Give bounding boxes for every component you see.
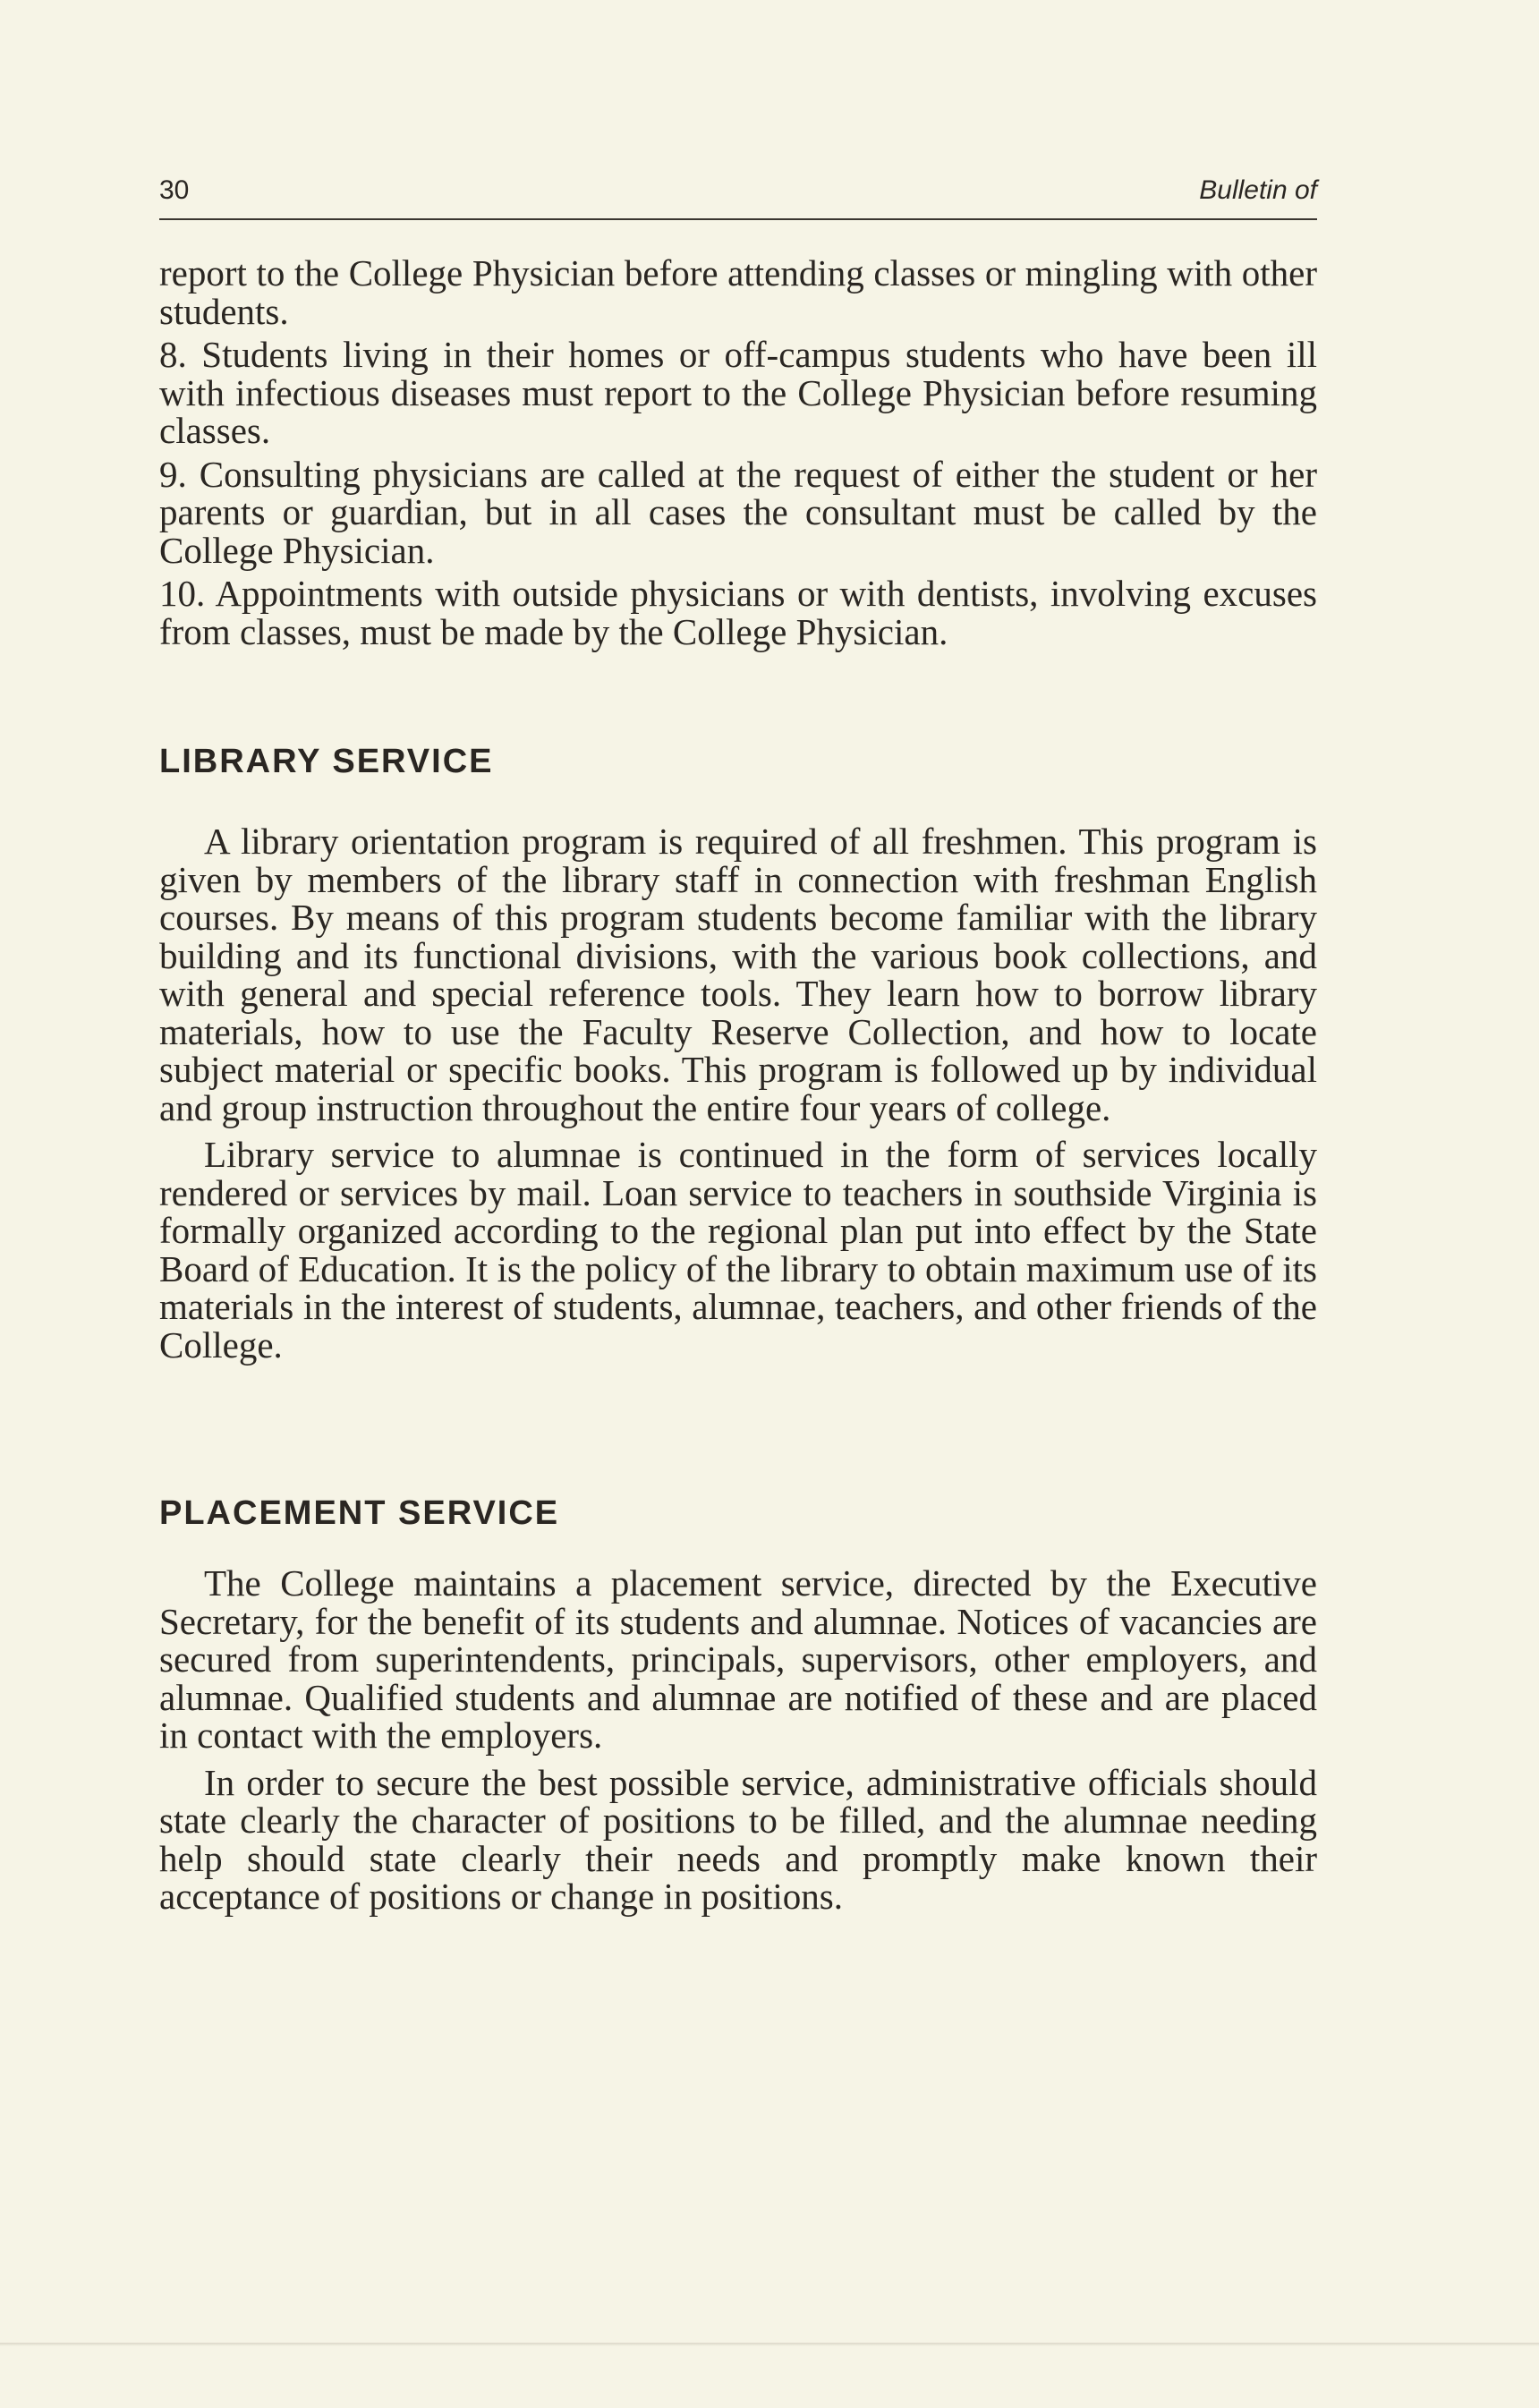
rule-text: Appointments with outside physicians or with dentists, involving excuses from classes, must be made by the College Physician.	[159, 573, 1317, 652]
rule-item-10	[159, 574, 1317, 651]
page-bottom-edge	[0, 2343, 1539, 2346]
library-service-section	[159, 822, 1317, 1364]
rule-number: 9.	[159, 453, 187, 495]
running-header	[159, 172, 1317, 220]
continued-paragraph: report to the College Physician before attending classes or mingling with other students.	[159, 252, 1317, 332]
placement-service-heading: PLACEMENT SERVICE	[159, 1494, 560, 1532]
rule-text: Consulting physicians are called at the request of either the student or her parents or guardian, but in all cases the consultant must be called by the College Physician.	[159, 453, 1318, 571]
health-rules-continued	[159, 254, 1317, 651]
rule-item-9	[159, 455, 1317, 570]
placement-paragraph-1: The College maintains a placement service, directed by the Executive Secretary, for the benefit of its students and alumnae. Notices of vacancies are secured from superintendents, principals, supervisors, other employers, and alumnae. Qualified students and alumnae are notified of these and are placed in contact with the employers.	[159, 1562, 1317, 1756]
placement-paragraph-2: In order to secure the best possible service, administrative officials should state clearly the character of positions to be filled, and the alumnae needing help should state clearly their needs and promptly make known their acceptance of positions or change in positions.	[159, 1761, 1317, 1917]
rule-item-8	[159, 336, 1317, 450]
running-title: Bulletin of	[1199, 175, 1317, 205]
page-number: 30	[159, 175, 190, 205]
library-service-heading: LIBRARY SERVICE	[159, 743, 494, 780]
library-paragraph-2: Library service to alumnae is continued in the form of services locally rendered or services by mail. Loan service to teachers in southside Virginia is formally organized according to the regional plan put into effect by the State Board of Education. It is the policy of the library to obtain maximum use of its materials in the interest of students, alumnae, teachers, and other friends of the College.	[159, 1134, 1317, 1366]
rule-number: 10.	[159, 573, 206, 614]
placement-service-section	[159, 1564, 1317, 1916]
library-paragraph-1: A library orientation program is required of all freshmen. This program is given by members of the library staff in connection with freshman English courses. By means of this program students become familiar with the library building and its functional divisions, with the various book collections, and with general and special reference tools. They learn how to borrow library materials, how to use the Faculty Reserve Collection, and how to locate subject material or specific books. This program is followed up by individual and group instruction throughout the entire four years of college.	[159, 821, 1317, 1128]
rule-number: 8.	[159, 334, 187, 375]
rule-text: Students living in their homes or off-campus students who have been ill with infectious diseases must report to the College Physician before resuming classes.	[159, 334, 1317, 451]
